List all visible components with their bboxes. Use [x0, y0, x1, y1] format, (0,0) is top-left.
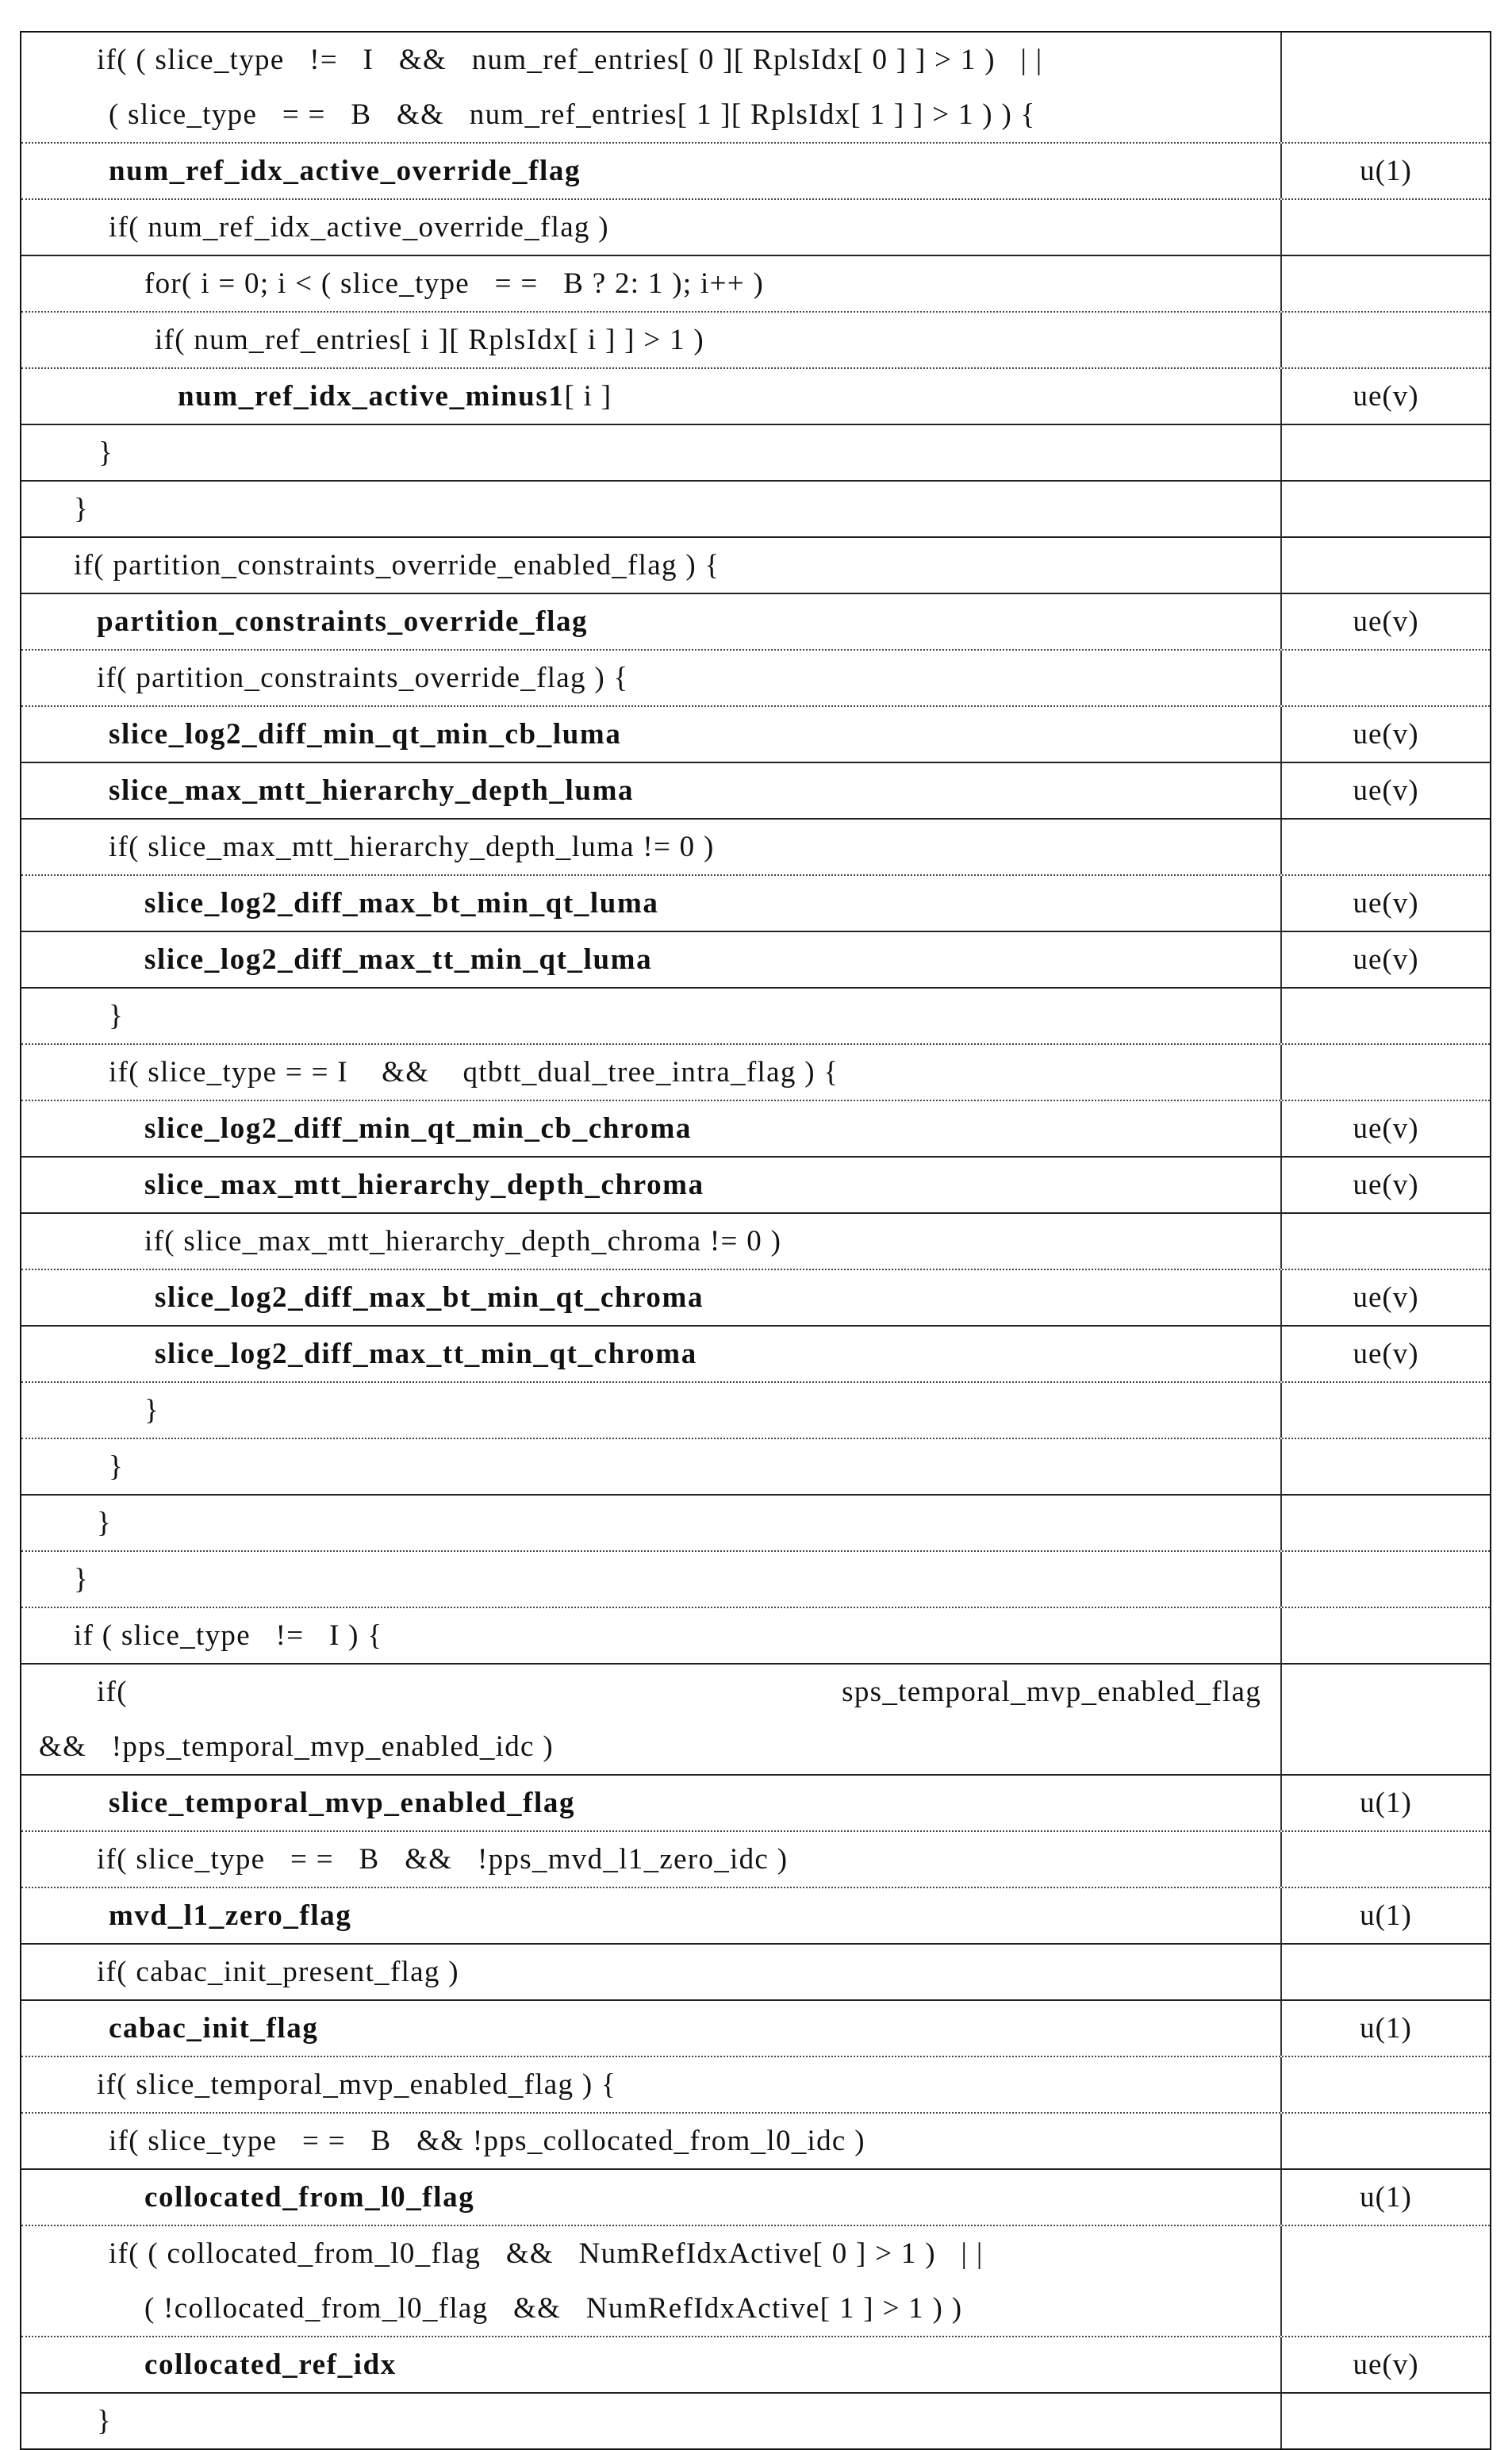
syntax-cell: [21, 989, 1282, 1043]
syntax-element-name: partition_constraints_override_flag: [97, 605, 588, 639]
syntax-text: if(: [97, 1675, 128, 1709]
descriptor-cell: u(1): [1282, 1888, 1490, 1943]
syntax-line: [21, 2337, 1261, 2392]
syntax-text: if( slice_type = = B && !pps_mvd_l1_zero_idc ): [97, 1842, 788, 1876]
syntax-statement-row: [21, 1439, 1490, 1496]
descriptor-cell: [1282, 538, 1490, 593]
syntax-cell: [21, 1888, 1282, 1943]
syntax-statement-row: [21, 2226, 1490, 2337]
syntax-text: sps_temporal_mvp_enabled_flag: [842, 1675, 1261, 1709]
syntax-cell: [21, 1327, 1282, 1381]
syntax-element-row: [21, 594, 1490, 651]
syntax-text: }: [109, 999, 124, 1033]
syntax-line: [21, 144, 1261, 198]
syntax-cell: [21, 2170, 1282, 2225]
syntax-line: [21, 1552, 1261, 1607]
descriptor-cell: ue(v): [1282, 2337, 1490, 2392]
syntax-element-name: collocated_from_l0_flag: [144, 2180, 474, 2214]
syntax-element-row: [21, 1888, 1490, 1945]
descriptor-cell: [1282, 1439, 1490, 1494]
descriptor-cell: [1282, 313, 1490, 367]
syntax-statement-row: [21, 1496, 1490, 1552]
syntax-statement-row: [21, 2394, 1490, 2448]
syntax-text: if( ( collocated_from_l0_flag && NumRefIdxActive[ 0 ] > 1 ) | |: [109, 2237, 984, 2271]
descriptor-cell: ue(v): [1282, 1101, 1490, 1156]
syntax-line: [21, 2394, 1261, 2448]
syntax-line: [21, 1383, 1261, 1438]
syntax-statement-row: [21, 989, 1490, 1045]
syntax-text: if( ( slice_type != I && num_ref_entries[ 0 ][ RplsIdx[ 0 ] ] > 1 ) | |: [97, 43, 1042, 77]
descriptor-cell: [1282, 1496, 1490, 1550]
syntax-cell: [21, 1776, 1282, 1830]
syntax-element-name: num_ref_idx_active_minus1: [178, 379, 564, 413]
syntax-line: [21, 1945, 1261, 1999]
syntax-line: [21, 369, 1261, 424]
syntax-statement-row: [21, 1045, 1490, 1101]
descriptor-cell: [1282, 482, 1490, 536]
syntax-element-row: [21, 763, 1490, 820]
descriptor-cell: [1282, 2394, 1490, 2448]
descriptor-cell: u(1): [1282, 2170, 1490, 2225]
syntax-statement-row: [21, 1945, 1490, 2001]
syntax-line: [21, 1045, 1261, 1100]
syntax-statement-row: [21, 1383, 1490, 1439]
descriptor-cell: ue(v): [1282, 594, 1490, 649]
syntax-cell: [21, 707, 1282, 762]
syntax-statement-row: [21, 2114, 1490, 2170]
syntax-line: [21, 200, 1261, 255]
syntax-text: if( num_ref_entries[ i ][ RplsIdx[ i ] ] > 1 ): [155, 323, 704, 357]
syntax-element-name: slice_log2_diff_min_qt_min_cb_chroma: [144, 1112, 692, 1146]
syntax-line: [21, 1832, 1261, 1887]
syntax-line: [21, 425, 1261, 480]
syntax-cell: [21, 144, 1282, 198]
syntax-line: [21, 1888, 1261, 1943]
syntax-cell: [21, 200, 1282, 255]
syntax-line: [21, 820, 1261, 874]
syntax-cell: [21, 482, 1282, 536]
syntax-statement-row: [21, 1665, 1490, 1776]
syntax-statement-row: [21, 200, 1490, 256]
syntax-text: if( partition_constraints_override_flag ) {: [97, 661, 629, 695]
syntax-text: if( slice_type = = B && !pps_collocated_from_l0_idc ): [109, 2124, 865, 2158]
syntax-line: [21, 2001, 1261, 2056]
syntax-cell: [21, 1270, 1282, 1325]
descriptor-cell: ue(v): [1282, 369, 1490, 424]
syntax-statement-row: [21, 1214, 1490, 1270]
syntax-cell: [21, 1045, 1282, 1100]
syntax-line: [21, 1776, 1261, 1830]
syntax-cell: [21, 313, 1282, 367]
syntax-line: [21, 1270, 1261, 1325]
descriptor-cell: ue(v): [1282, 1327, 1490, 1381]
syntax-statement-row: [21, 313, 1490, 369]
syntax-cell: [21, 2057, 1282, 2112]
syntax-cell: [21, 1608, 1282, 1663]
syntax-cell: [21, 2114, 1282, 2168]
syntax-cell: [21, 1439, 1282, 1494]
syntax-index: [ i ]: [564, 379, 612, 413]
syntax-line: [21, 2114, 1261, 2168]
syntax-line: [21, 1214, 1261, 1269]
syntax-line: [21, 1158, 1261, 1212]
syntax-line: [21, 707, 1261, 762]
syntax-element-row: [21, 1270, 1490, 1327]
syntax-line: [21, 2170, 1261, 2225]
syntax-line: [21, 763, 1261, 818]
syntax-element-row: [21, 1101, 1490, 1158]
syntax-statement-row: [21, 2057, 1490, 2114]
syntax-cell: [21, 651, 1282, 705]
syntax-line: [21, 1327, 1261, 1381]
descriptor-cell: [1282, 2057, 1490, 2112]
syntax-element-row: [21, 2337, 1490, 2394]
descriptor-cell: ue(v): [1282, 876, 1490, 931]
syntax-text: }: [97, 2404, 112, 2438]
descriptor-cell: [1282, 1945, 1490, 1999]
syntax-cell: [21, 2001, 1282, 2056]
syntax-line: [21, 313, 1261, 367]
descriptor-cell: [1282, 820, 1490, 874]
syntax-statement-row: [21, 1552, 1490, 1608]
descriptor-cell: [1282, 989, 1490, 1043]
syntax-line: [21, 1608, 1261, 1663]
descriptor-cell: [1282, 1832, 1490, 1887]
syntax-line: [21, 594, 1261, 649]
syntax-element-name: collocated_ref_idx: [144, 2348, 397, 2382]
syntax-cell: [21, 1552, 1282, 1607]
syntax-cell: [21, 594, 1282, 649]
syntax-element-row: [21, 144, 1490, 200]
syntax-element-row: [21, 1327, 1490, 1383]
syntax-line: [21, 1719, 1261, 1774]
syntax-cell: [21, 2337, 1282, 2392]
descriptor-cell: [1282, 651, 1490, 705]
syntax-line: [21, 256, 1261, 311]
syntax-element-name: slice_log2_diff_max_bt_min_qt_luma: [144, 886, 658, 920]
syntax-cell: [21, 33, 1282, 142]
descriptor-cell: [1282, 200, 1490, 255]
descriptor-cell: [1282, 1383, 1490, 1438]
descriptor-cell: ue(v): [1282, 707, 1490, 762]
syntax-statement-row: [21, 538, 1490, 594]
syntax-cell: [21, 876, 1282, 931]
syntax-cell: [21, 538, 1282, 593]
syntax-element-name: slice_log2_diff_max_bt_min_qt_chroma: [155, 1281, 704, 1315]
syntax-cell: [21, 1214, 1282, 1269]
syntax-element-name: slice_temporal_mvp_enabled_flag: [109, 1786, 575, 1820]
syntax-element-row: [21, 2001, 1490, 2057]
syntax-text: ( slice_type = = B && num_ref_entries[ 1 ][ RplsIdx[ 1 ] ] > 1 ) ) {: [109, 98, 1036, 132]
syntax-line: [21, 2281, 1261, 2336]
descriptor-cell: [1282, 2114, 1490, 2168]
syntax-element-row: [21, 932, 1490, 989]
syntax-text: }: [98, 436, 113, 470]
descriptor-cell: [1282, 1045, 1490, 1100]
descriptor-cell: u(1): [1282, 1776, 1490, 1830]
syntax-line: [21, 989, 1261, 1043]
syntax-text: if( num_ref_idx_active_override_flag ): [109, 210, 609, 244]
syntax-text: if( cabac_init_present_flag ): [97, 1955, 459, 1989]
syntax-text: for( i = 0; i < ( slice_type = = B ? 2: 1 ); i++ ): [144, 267, 764, 301]
syntax-statement-row: [21, 482, 1490, 538]
syntax-line: [21, 1496, 1261, 1550]
descriptor-cell: u(1): [1282, 144, 1490, 198]
descriptor-cell: ue(v): [1282, 1158, 1490, 1212]
syntax-statement-row: [21, 1832, 1490, 1888]
syntax-cell: [21, 1496, 1282, 1550]
syntax-line: [21, 33, 1261, 87]
syntax-line: [21, 932, 1261, 987]
syntax-line: [21, 876, 1261, 931]
syntax-cell: [21, 763, 1282, 818]
syntax-cell: [21, 2226, 1282, 2336]
syntax-text: }: [74, 492, 89, 526]
descriptor-cell: [1282, 1214, 1490, 1269]
syntax-table: [20, 31, 1491, 2450]
syntax-cell: [21, 1158, 1282, 1212]
syntax-line: [21, 2226, 1261, 2281]
syntax-statement-row: [21, 820, 1490, 876]
descriptor-cell: ue(v): [1282, 763, 1490, 818]
syntax-statement-row: [21, 33, 1490, 144]
syntax-cell: [21, 1383, 1282, 1438]
syntax-text: && !pps_temporal_mvp_enabled_idc ): [39, 1730, 554, 1764]
syntax-line: [21, 87, 1261, 142]
syntax-element-row: [21, 2170, 1490, 2226]
syntax-text: if( slice_type = = I && qtbtt_dual_tree_intra_flag ) {: [109, 1055, 839, 1089]
syntax-line: [21, 1439, 1261, 1494]
syntax-cell: [21, 1832, 1282, 1887]
syntax-element-row: [21, 369, 1490, 425]
syntax-element-name: slice_log2_diff_min_qt_min_cb_luma: [109, 717, 621, 751]
syntax-element-name: mvd_l1_zero_flag: [109, 1899, 351, 1933]
syntax-element-name: slice_max_mtt_hierarchy_depth_luma: [109, 774, 634, 808]
syntax-cell: [21, 1101, 1282, 1156]
descriptor-cell: [1282, 256, 1490, 311]
syntax-line: [21, 2057, 1261, 2112]
syntax-cell: [21, 932, 1282, 987]
syntax-element-name: cabac_init_flag: [109, 2011, 318, 2045]
syntax-cell: [21, 369, 1282, 424]
syntax-cell: [21, 1665, 1282, 1774]
syntax-cell: [21, 425, 1282, 480]
syntax-element-row: [21, 1776, 1490, 1832]
syntax-line: [21, 538, 1261, 593]
syntax-line: [21, 1101, 1261, 1156]
descriptor-cell: [1282, 1665, 1490, 1774]
syntax-statement-row: [21, 651, 1490, 707]
descriptor-cell: ue(v): [1282, 932, 1490, 987]
syntax-text: if( slice_temporal_mvp_enabled_flag ) {: [97, 2068, 616, 2102]
syntax-text: }: [97, 1506, 112, 1540]
syntax-line: [21, 651, 1261, 705]
descriptor-cell: [1282, 425, 1490, 480]
syntax-text: }: [74, 1562, 89, 1596]
syntax-element-row: [21, 707, 1490, 763]
syntax-element-row: [21, 876, 1490, 932]
syntax-cell: [21, 256, 1282, 311]
syntax-element-name: slice_log2_diff_max_tt_min_qt_chroma: [155, 1337, 697, 1371]
syntax-text: if ( slice_type != I ) {: [74, 1619, 382, 1653]
syntax-text: if( slice_max_mtt_hierarchy_depth_luma != 0 ): [109, 830, 715, 864]
syntax-cell: [21, 2394, 1282, 2448]
syntax-element-name: slice_log2_diff_max_tt_min_qt_luma: [144, 943, 652, 977]
syntax-statement-row: [21, 256, 1490, 313]
syntax-line: [21, 482, 1261, 536]
syntax-element-name: slice_max_mtt_hierarchy_depth_chroma: [144, 1168, 704, 1202]
descriptor-cell: [1282, 2226, 1490, 2336]
descriptor-cell: [1282, 1608, 1490, 1663]
descriptor-cell: ue(v): [1282, 1270, 1490, 1325]
syntax-line: [21, 1665, 1261, 1719]
descriptor-cell: u(1): [1282, 2001, 1490, 2056]
syntax-statement-row: [21, 425, 1490, 482]
syntax-text: }: [109, 1450, 124, 1484]
syntax-element-row: [21, 1158, 1490, 1214]
syntax-cell: [21, 1945, 1282, 1999]
syntax-cell: [21, 820, 1282, 874]
syntax-text: if( partition_constraints_override_enabled_flag ) {: [74, 548, 720, 582]
syntax-text: }: [144, 1393, 159, 1427]
syntax-statement-row: [21, 1608, 1490, 1665]
syntax-element-name: num_ref_idx_active_override_flag: [109, 154, 581, 188]
descriptor-cell: [1282, 1552, 1490, 1607]
syntax-text: ( !collocated_from_l0_flag && NumRefIdxActive[ 1 ] > 1 ) ): [144, 2291, 962, 2325]
descriptor-cell: [1282, 33, 1490, 142]
syntax-text: if( slice_max_mtt_hierarchy_depth_chroma != 0 ): [144, 1224, 781, 1258]
